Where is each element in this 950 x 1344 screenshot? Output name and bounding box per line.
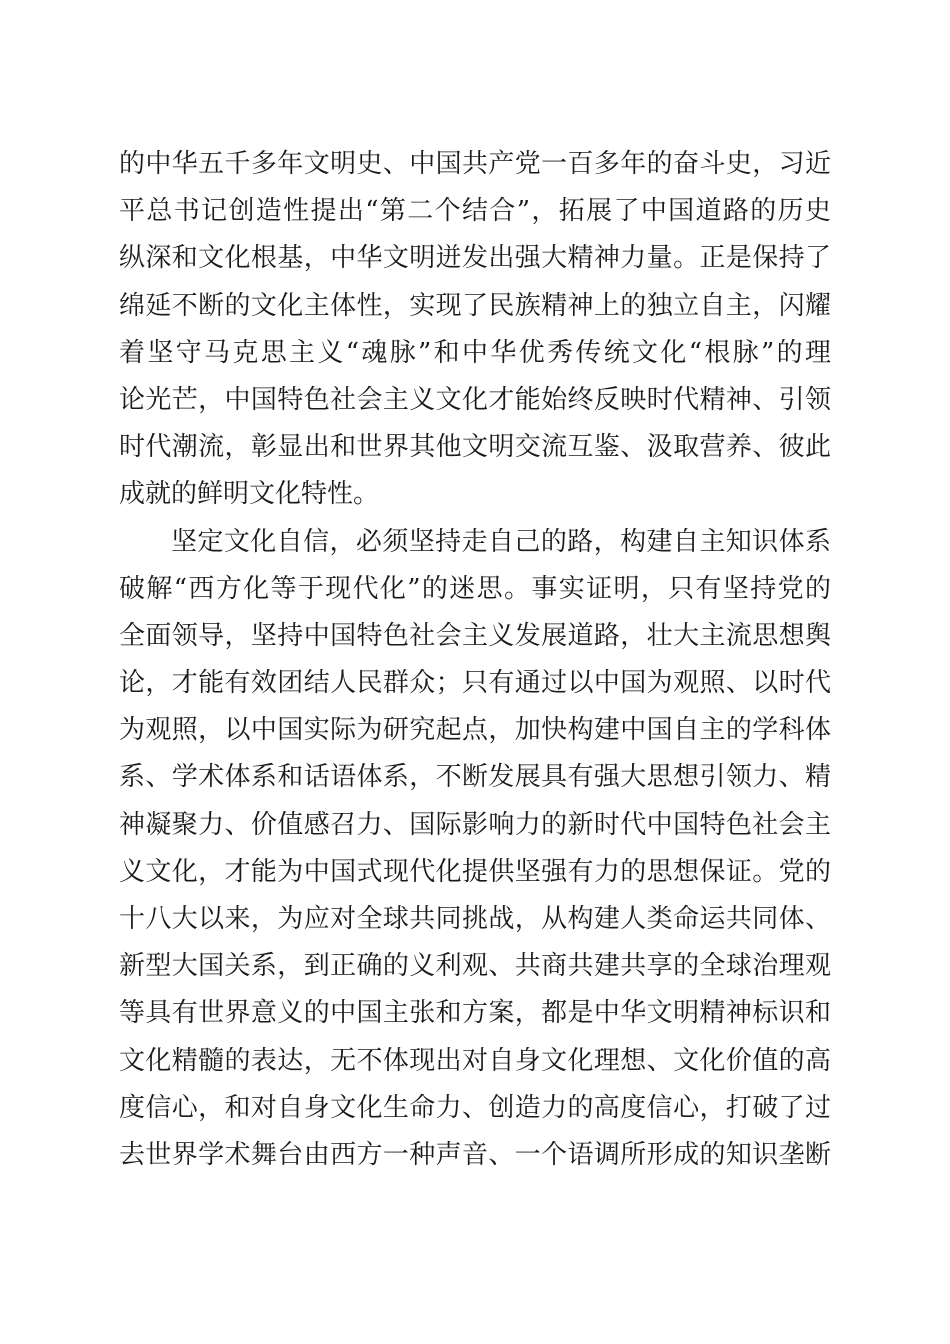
paragraph-2-line: 十八大以来，为应对全球共同挑战，从构建人类命运共同体、 bbox=[119, 904, 831, 934]
paragraph-2-line: 全面领导，坚持中国特色社会主义发展道路，壮大主流思想舆 bbox=[119, 620, 831, 651]
paragraph-2-line: 度信心，和对自身文化生命力、创造力的高度信心，打破了过 bbox=[119, 1092, 831, 1123]
paragraph-2-line: 为观照，以中国实际为研究起点，加快构建中国自主的学科体 bbox=[119, 715, 831, 746]
body-text bbox=[119, 141, 831, 1179]
paragraph-1-line: 时代潮流，彰显出和世界其他文明交流互鉴、汲取营养、彼此 bbox=[119, 432, 831, 463]
paragraph-1-line: 绵延不断的文化主体性，实现了民族精神上的独立自主，闪耀 bbox=[119, 290, 831, 321]
paragraph-1-line: 纵深和文化根基，中华文明迸发出强大精神力量。正是保持了 bbox=[119, 243, 831, 274]
paragraph-1-line: 平总书记创造性提出“第二个结合”，拓展了中国道路的历史 bbox=[119, 196, 831, 227]
paragraph-2-line: 义文化，才能为中国式现代化提供坚强有力的思想保证。党的 bbox=[119, 856, 831, 887]
paragraph-2-line: 神凝聚力、价值感召力、国际影响力的新时代中国特色社会主 bbox=[119, 809, 831, 840]
paragraph-1-line: 的中华五千多年文明史、中国共产党一百多年的奋斗史，习近 bbox=[119, 149, 831, 179]
paragraph-2-line: 破解“西方化等于现代化”的迷思。事实证明，只有坚持党的 bbox=[119, 573, 831, 604]
paragraph-2-first-line: 坚定文化自信，必须坚持走自己的路，构建自主知识体系 bbox=[171, 526, 831, 557]
paragraph-1-line: 论光芒，中国特色社会主义文化才能始终反映时代精神、引领 bbox=[119, 384, 831, 415]
paragraph-2-line: 新型大国关系，到正确的义利观、共商共建共享的全球治理观 bbox=[119, 951, 831, 982]
paragraph-2-line: 去世界学术舞台由西方一种声音、一个语调所形成的知识垄断 bbox=[119, 1139, 831, 1170]
paragraph-1-line: 成就的鲜明文化特性。 bbox=[119, 479, 380, 510]
paragraph-1-line: 着坚守马克思主义“魂脉”和中华优秀传统文化“根脉”的理 bbox=[119, 337, 831, 368]
paragraph-2-line: 论，才能有效团结人民群众；只有通过以中国为观照、以时代 bbox=[119, 668, 831, 699]
paragraph-2-line: 系、学术体系和话语体系，不断发展具有强大思想引领力、精 bbox=[119, 762, 831, 793]
paragraph-2-line: 文化精髓的表达，无不体现出对自身文化理想、文化价值的高 bbox=[119, 1045, 831, 1076]
paragraph-2-line: 等具有世界意义的中国主张和方案，都是中华文明精神标识和 bbox=[119, 998, 831, 1029]
